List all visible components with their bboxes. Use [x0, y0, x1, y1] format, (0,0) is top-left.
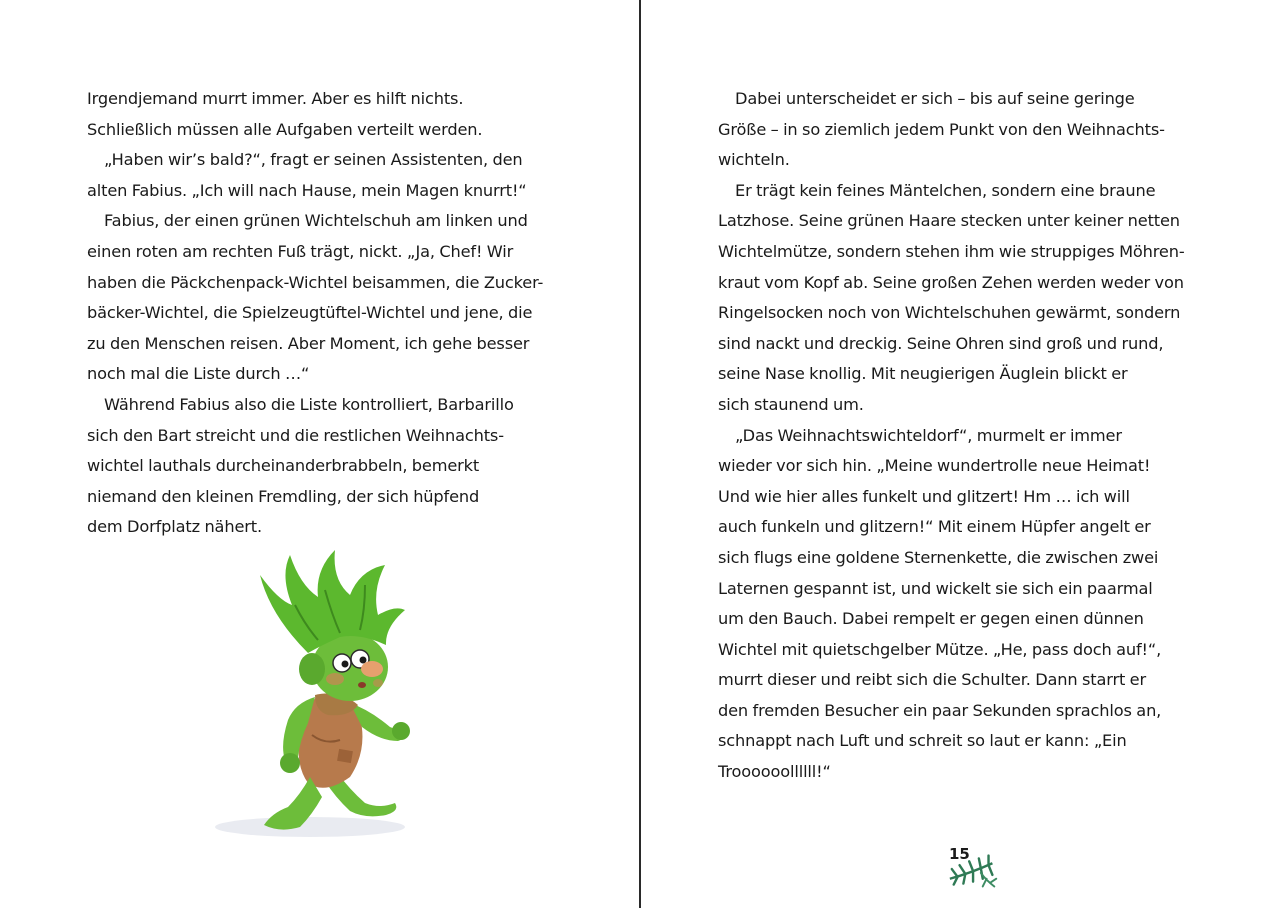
right-text-line: auch funkeln und glitzern!“ Mit einem Hüpfer angelt er: [718, 517, 1151, 537]
left-text-line: Während Fabius also die Liste kontrolliert, Barbarillo: [104, 394, 514, 414]
right-text-line: Laternen gespannt ist, und wickelt sie sich ein paarmal: [718, 578, 1153, 598]
right-text-line: schnappt nach Luft und schreit so laut er kann: „Ein: [718, 731, 1127, 751]
right-text-line: Wichtel mit quietschgelber Mütze. „He, pass doch auf!“,: [718, 639, 1162, 659]
left-text-line: haben die Päckchenpack-Wichtel beisammen, die Zucker-: [87, 272, 544, 292]
troll-illustration: [200, 545, 430, 845]
right-text-line: wichteln.: [718, 150, 790, 170]
right-text-line: Wichtelmütze, sondern stehen ihm wie struppiges Möhren-: [718, 241, 1185, 261]
right-text-line: „Das Weihnachtswichteldorf“, murmelt er immer: [735, 425, 1122, 445]
left-text-line: Fabius, der einen grünen Wichtelschuh am linken und: [104, 211, 528, 231]
right-text-line: sind nackt und dreckig. Seine Ohren sind groß und rund,: [718, 333, 1164, 353]
right-text-line: wieder vor sich hin. „Meine wundertrolle neue Heimat!: [718, 456, 1151, 476]
fir-sprig-icon: [946, 849, 1004, 893]
right-text-line: Und wie hier alles funkelt und glitzert! Hm … ich will: [718, 486, 1130, 506]
left-text-line: einen roten am rechten Fuß trägt, nickt. „Ja, Chef! Wir: [87, 241, 514, 261]
right-text-line: Latzhose. Seine grünen Haare stecken unter keiner netten: [718, 211, 1180, 231]
right-text-line: seine Nase knollig. Mit neugierigen Äuglein blickt er: [718, 364, 1128, 384]
right-text-line: den fremden Besucher ein paar Sekunden sprachlos an,: [718, 700, 1162, 720]
left-text-line: „Haben wir’s bald?“, fragt er seinen Assistenten, den: [104, 150, 523, 170]
left-page-text: [87, 84, 557, 543]
right-text-line: um den Bauch. Dabei rempelt er gegen einen dünnen: [718, 609, 1144, 629]
right-text-line: Troooooollllll!“: [718, 762, 831, 782]
left-text-line: zu den Menschen reisen. Aber Moment, ich gehe besser: [87, 333, 530, 353]
right-text-line: murrt dieser und reibt sich die Schulter. Dann starrt er: [718, 670, 1146, 690]
right-text-line: Ringelsocken noch von Wichtelschuhen gewärmt, sondern: [718, 303, 1181, 323]
right-page-text: [718, 84, 1208, 788]
left-text-line: sich den Bart streicht und die restlichen Weihnachts-: [87, 425, 504, 445]
left-text-line: Irgendjemand murrt immer. Aber es hilft nichts.: [87, 89, 464, 108]
right-text-line: sich flugs eine goldene Sternenkette, die zwischen zwei: [718, 547, 1159, 567]
right-page: [641, 0, 1280, 908]
left-text-line: niemand den kleinen Fremdling, der sich hüpfend: [87, 486, 480, 506]
page-number: 15: [949, 845, 970, 863]
left-text-line: Schließlich müssen alle Aufgaben verteilt werden.: [87, 119, 483, 139]
left-text-line: noch mal die Liste durch …“: [87, 364, 310, 384]
left-text-line: wichtel lauthals durcheinanderbrabbeln, bemerkt: [87, 456, 480, 476]
page-footer: [946, 845, 1016, 895]
right-text-line: Dabei unterscheidet er sich – bis auf seine geringe: [735, 89, 1135, 108]
left-text-line: alten Fabius. „Ich will nach Hause, mein Magen knurrt!“: [87, 180, 527, 200]
right-text-line: Größe – in so ziemlich jedem Punkt von den Weihnachts-: [718, 119, 1165, 139]
right-text-line: kraut vom Kopf ab. Seine großen Zehen werden weder von: [718, 272, 1184, 292]
right-text-line: sich staunend um.: [718, 394, 864, 414]
right-text-line: Er trägt kein feines Mäntelchen, sondern eine braune: [735, 180, 1156, 200]
left-text-line: bäcker-Wichtel, die Spielzeugtüftel-Wichtel und jene, die: [87, 303, 533, 323]
left-text-line: dem Dorfplatz nähert.: [87, 517, 262, 537]
